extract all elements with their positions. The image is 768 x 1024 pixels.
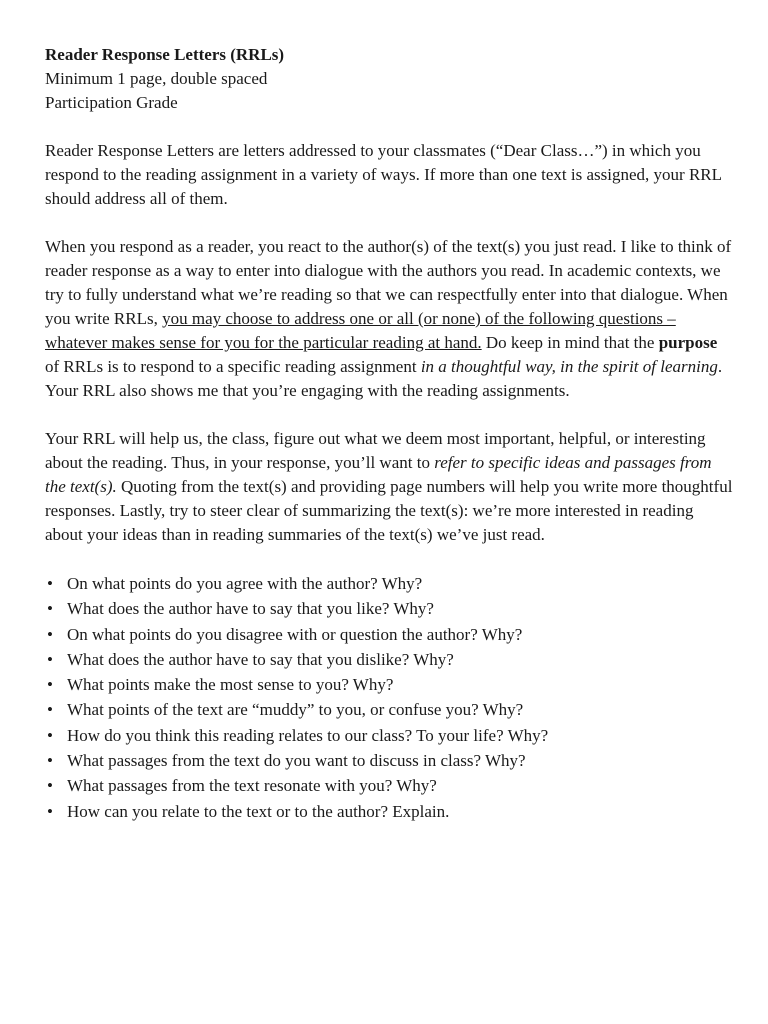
document-header [45,43,735,115]
list-item [45,672,735,697]
respond-underlined-text: you may choose to address one or all (or none) of the following questions – whatever makes sense for you for the particular reading at hand. [45,309,676,352]
question-text: What passages from the text do you want to discuss in class? Why? [67,751,526,771]
respond-text-2: Do keep in mind that the [481,333,659,352]
list-item [45,799,735,824]
list-item [45,647,735,672]
question-text: How can you relate to the text or to the author? Explain. [67,801,450,821]
respond-bold-purpose: purpose [658,333,718,352]
respond-paragraph [45,235,735,403]
help-text-2: Quoting from the text(s) and providing page numbers will help you write more thoughtful responses. Lastly, try to steer clear of summarizing the text(s): we’re more interested in reading about your ideas than in reading summaries of the text(s) we’ve just read. [45,477,733,544]
list-item [45,773,735,798]
question-text: On what points do you disagree with or question the author? Why? [67,624,523,644]
respond-italic-text: in a thoughtful way, in the spirit of learning [420,357,718,376]
question-text: What does the author have to say that you dislike? Why? [67,649,454,669]
bullet-icon: • [47,599,53,619]
question-text: How do you think this reading relates to our class? To your life? Why? [67,725,549,745]
question-text: On what points do you agree with the author? Why? [67,574,423,593]
question-text: What points of the text are “muddy” to you, or confuse you? Why? [67,700,524,720]
length-requirement: Minimum 1 page, double spaced [45,69,268,88]
list-item [45,723,735,748]
bullet-icon: • [47,776,53,796]
bullet-icon: • [47,675,53,695]
list-item [45,571,735,596]
document-page [45,43,735,824]
respond-text-3: of RRLs is to respond to a specific reading assignment [45,357,421,376]
help-text-1: Your RRL will help us, the class, figure out what we deem most important, helpful, or interesting about the reading. Thus, in your response, you’ll want to [45,429,706,472]
bullet-icon: • [47,751,53,771]
respond-text-4: . Your RRL also shows me that you’re engaging with the reading assignments. [45,357,723,400]
list-item [45,622,735,647]
bullet-icon: • [47,624,53,644]
help-italic-text: refer to specific ideas and passages from the text(s). [45,453,712,496]
grade-type: Participation Grade [45,93,178,112]
respond-text-1: When you respond as a reader, you react to the author(s) of the text(s) you just read. I like to think of reader response as a way to enter into dialogue with the authors you read. In academic contexts, we try to fully understand what we’re reading so that we can respectfully enter into that dialogue. When you write RRLs, [45,237,732,328]
list-item [45,748,735,773]
question-text: What passages from the text resonate with you? Why? [67,776,437,796]
bullet-icon: • [47,574,53,593]
intro-paragraph: Reader Response Letters are letters addressed to your classmates (“Dear Class…”) in which you respond to the reading assignment in a variety of ways. If more than one text is assigned, your RRL should address all of them. [45,141,722,208]
document-title: Reader Response Letters (RRLs) [45,45,285,64]
help-paragraph [45,427,735,547]
bullet-icon: • [47,649,53,669]
list-item [45,596,735,621]
question-text: What does the author have to say that you like? Why? [67,599,434,619]
list-item [45,697,735,722]
bullet-icon: • [47,700,53,720]
bullet-icon: • [47,801,53,821]
questions-list [45,571,735,824]
question-text: What points make the most sense to you? Why? [67,675,394,695]
bullet-icon: • [47,725,53,745]
